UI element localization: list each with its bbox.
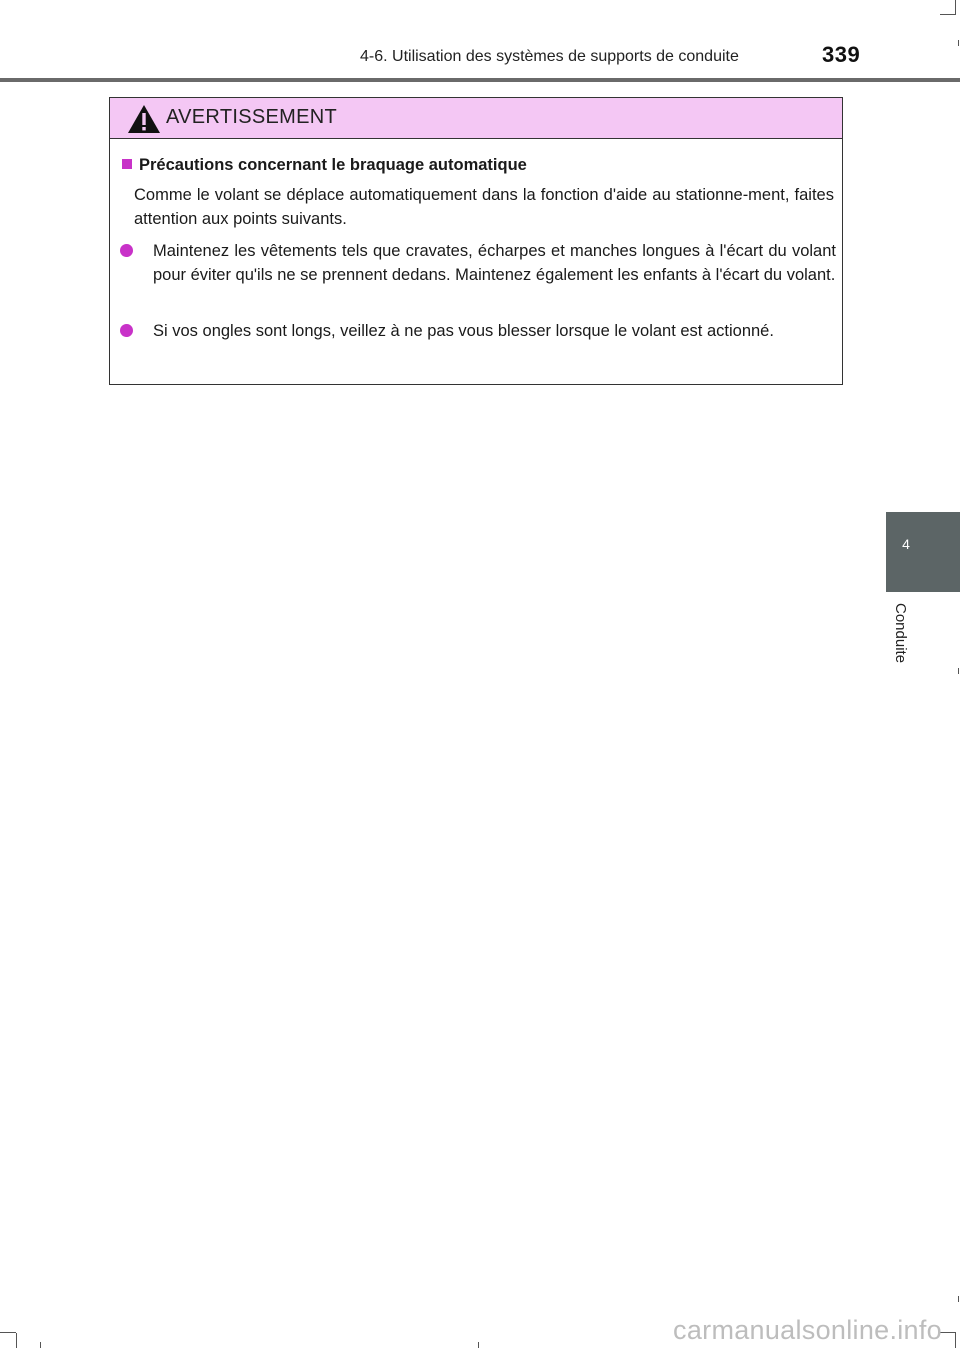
section-heading-text: Précautions concernant le braquage automatique [139,156,527,174]
watermark: carmanualsonline.info [673,1315,942,1345]
warning-title: AVERTISSEMENT [166,106,337,128]
section-title: 4-6. Utilisation des systèmes de supports de conduite [360,48,739,65]
header-divider [0,78,960,82]
crop-mark [955,0,956,14]
section-heading [122,156,527,175]
chapter-tab [886,512,960,592]
chapter-label-wrap [892,603,914,675]
crop-mark [0,1332,16,1333]
warning-triangle-icon [127,104,161,134]
crop-mark [955,1333,956,1348]
intro-paragraph: Comme le volant se déplace automatiquement dans la fonction d'aide au stationne-ment, faites attention aux points suivants. [134,186,834,228]
list-item-text: Maintenez les vêtements tels que cravates, écharpes et manches longues à l'écart du volant pour éviter qu'ils ne se prennent dedans. Maintenez également les enfants à l'écart du volant. [153,242,836,284]
chapter-label: Conduite [892,603,909,664]
list-item [120,239,836,311]
circle-bullet-icon [120,324,133,337]
crop-mark [40,1342,41,1348]
crop-mark [958,40,959,46]
page-number: 339 [822,42,861,67]
circle-bullet-icon [120,244,133,257]
chapter-number: 4 [902,536,910,552]
crop-mark [958,1296,959,1302]
warning-header [110,98,842,139]
crop-mark [940,1332,956,1333]
crop-mark [940,14,956,15]
crop-mark [478,1342,479,1348]
warning-box [109,97,843,385]
square-bullet-icon [122,159,132,169]
crop-mark [16,1333,17,1348]
crop-mark [958,668,959,674]
list-item [120,319,836,367]
list-item-text: Si vos ongles sont longs, veillez à ne pas vous blesser lorsque le volant est actionné. [153,322,774,340]
